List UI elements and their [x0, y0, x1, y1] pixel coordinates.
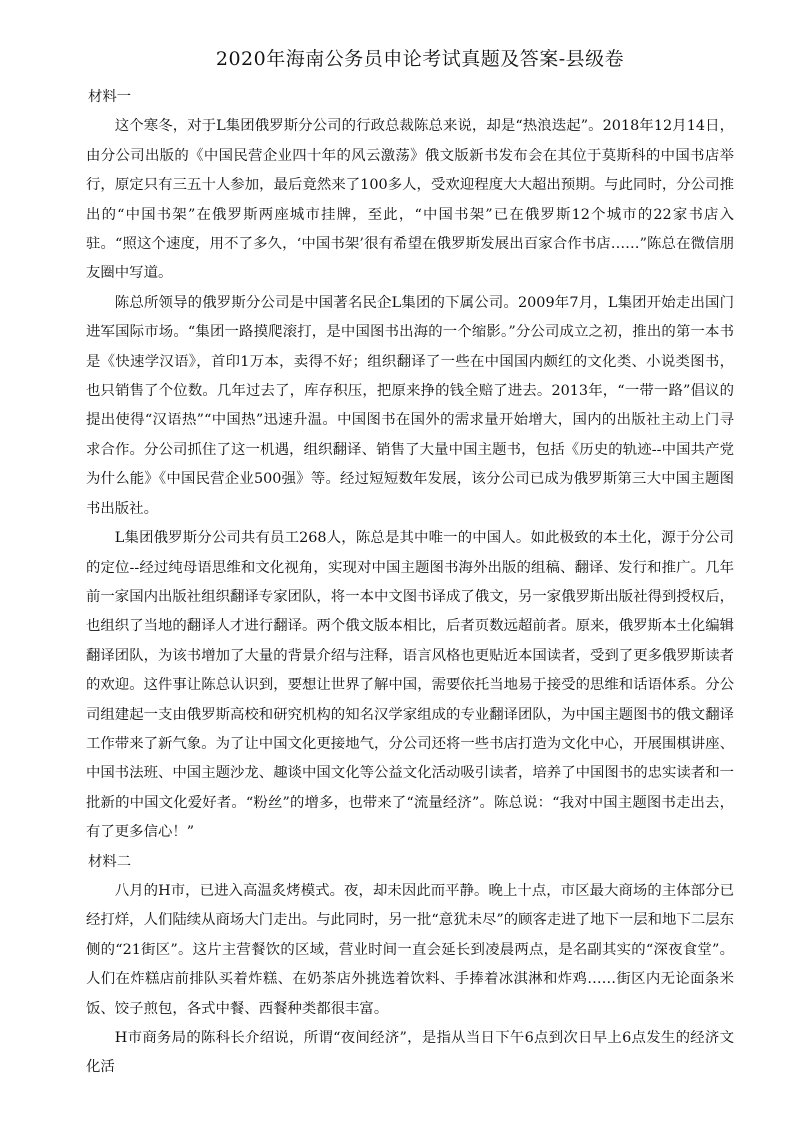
material-1-heading: 材料一	[88, 89, 132, 105]
material-2-paragraph-1: 八月的H市，已进入高温炙烤模式。夜，却未因此而平静。晚上十点，市区最大商场的主体部分已经打烊，人们陆续从商场大门走出。与此同时，另一批“意犹未尽”的顾客走进了地下一层和地下二层东侧的“21街区”。这片主营餐饮的区域，营业时间一直会延长到凌晨两点，是名副其实的“深夜食堂”。人们在炸糕店前排队买着炸糕、在奶茶店外挑选着饮料、手捧着冰淇淋和炸鸡……街区内无论面条米饭、饺子煎包，各式中餐、西餐种类都很丰富。	[86, 882, 734, 1017]
material-1-paragraph-2: 陈总所领导的俄罗斯分公司是中国著名民企L集团的下属公司。2009年7月，L集团开始走出国门进军国际市场。“集团一路摸爬滚打，是中国图书出海的一个缩影。”分公司成立之初，推出的第一本书是《快速学汉语》，首印1万本，卖得不好；组织翻译了一些在中国国内颇红的文化类、小说类图书，也只销售了个位数。几年过去了，库存积压，把原来挣的钱全赔了进去。2013年，“一带一路”倡议的提出使得“汉语热”“中国热”迅速升温。中国图书在国外的需求量开始增大，国内的出版社主动上门寻求合作。分公司抓住了这一机遇，组织翻译、销售了大量中国主题书，包括《历史的轨迹--中国共产党为什么能》《中国民营企业500强》等。经过短短数年发展，该分公司已成为俄罗斯第三大中国主题图书出版社。	[86, 294, 734, 517]
material-1-paragraph-3: L集团俄罗斯分公司共有员工268人，陈总是其中唯一的中国人。如此极致的本土化，源于分公司的定位--经过纯母语思维和文化视角，实现对中国主题图书海外出版的组稿、翻译、发行和推广。几年前一家国内出版社组织翻译专家团队，将一本中文图书译成了俄文，另一家俄罗斯出版社得到授权后，也组织了当地的翻译人才进行翻译。两个俄文版本相比，后者页数远超前者。原来，俄罗斯本土化编辑翻译团队，为该书增加了大量的背景介绍与注释，语言风格也更贴近本国读者，受到了更多俄罗斯读者的欢迎。这件事让陈总认识到，要想让世界了解中国，需要依托当地易于接受的思维和话语体系。分公司组建起一支由俄罗斯高校和研究机构的知名汉学家组成的专业翻译团队，为中国主题图书的俄文翻译工作带来了新气象。为了让中国文化更接地气，分公司还将一些书店打造为文化中心，开展围棋讲座、中国书法班、中国主题沙龙、趣谈中国文化等公益文化活动吸引读者，培养了中国图书的忠实读者和一批新的中国文化爱好者。“粉丝”的增多，也带来了“流量经济”。陈总说：“我对中国主题图书走出去，有了更多信心！”	[86, 530, 734, 841]
material-1-paragraph-1: 这个寒冬，对于L集团俄罗斯分公司的行政总裁陈总来说，却是“热浪迭起”。2018年12月14日，由分公司出版的《中国民营企业四十年的风云激荡》俄文版新书发布会在其位于莫斯科的中国书店举行，原定只有三五十人参加，最后竟然来了100多人，受欢迎程度大大超出预期。与此同时，分公司推出的“中国书架”在俄罗斯两座城市挂牌，至此，“中国书架”已在俄罗斯12个城市的22家书店入驻。“照这个速度，用不了多久，‘中国书架’很有希望在俄罗斯发展出百家合作书店……”陈总在微信朋友圈中写道。	[86, 118, 734, 282]
material-2-heading: 材料二	[88, 853, 132, 870]
material-2-paragraph-2: H市商务局的陈科长介绍说，所谓“夜间经济”，是指从当日下午6点到次日早上6点发生的经济文化活	[86, 1030, 734, 1076]
document-body	[86, 83, 734, 1083]
document-title: 2020年海南公务员申论考试真题及答案-县级卷	[215, 48, 625, 70]
